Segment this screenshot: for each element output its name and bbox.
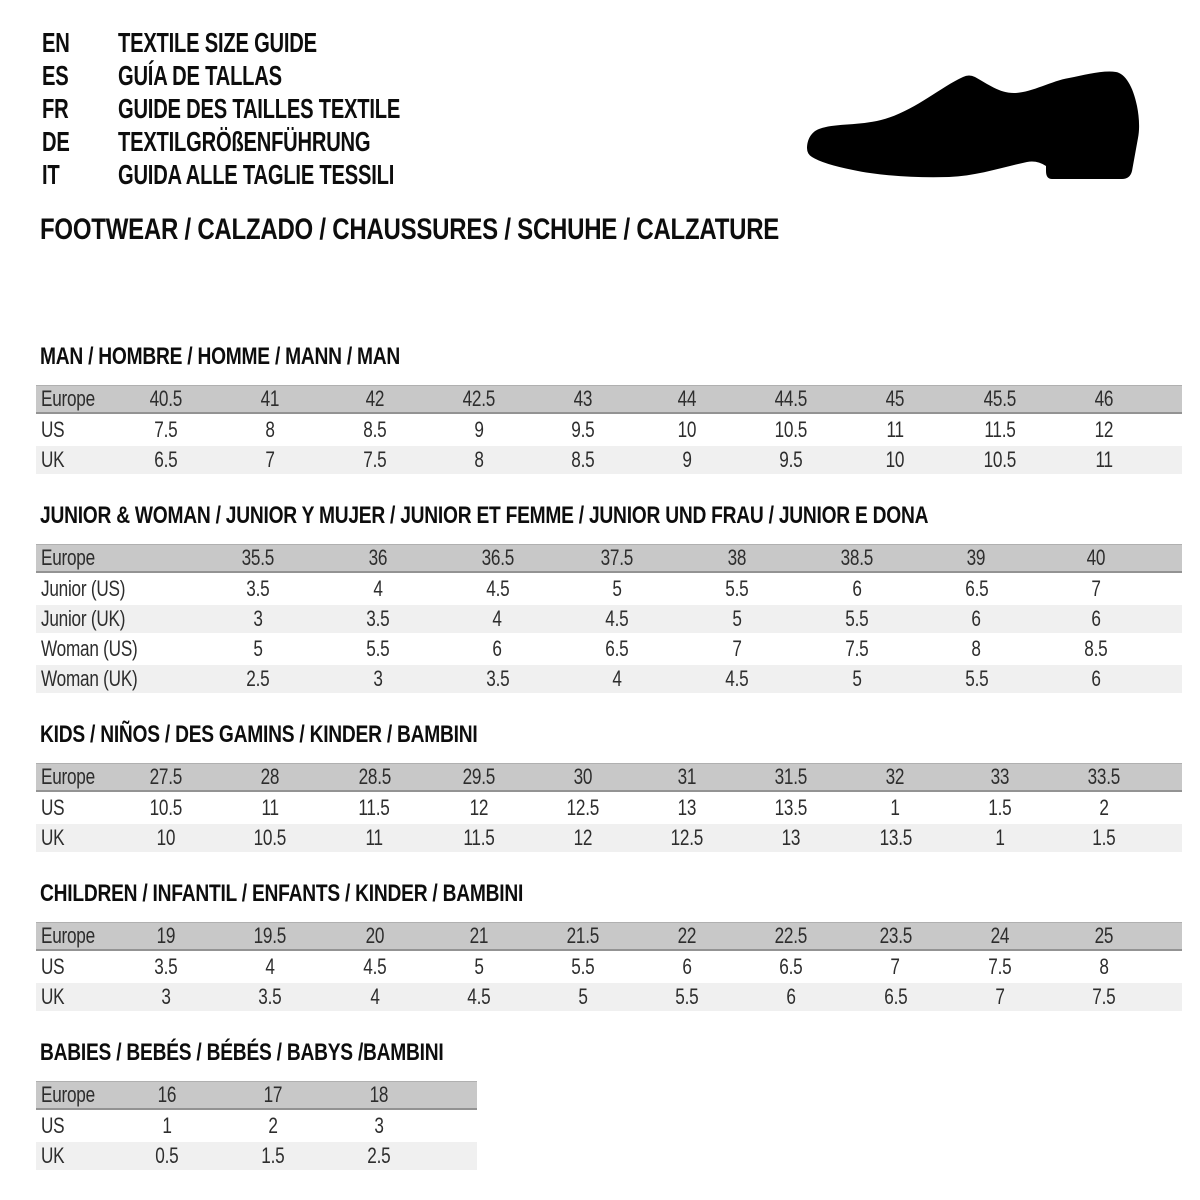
header-row [36, 1081, 477, 1110]
size-value: 3 [318, 665, 438, 693]
size-value: 6.5 [114, 446, 218, 474]
size-value: 12.5 [566, 795, 600, 820]
size-value: 9 [474, 417, 484, 442]
size-value: 1 [890, 795, 901, 820]
language-code: ES [42, 60, 69, 91]
section-title-kids: KIDS / NIÑOS / DES GAMINS / KINDER / BAMBINI [40, 721, 478, 748]
size-value: 8 [427, 446, 531, 474]
size-table-man [36, 383, 1182, 476]
table-row [36, 605, 1182, 633]
size-value: 46 [1052, 385, 1156, 414]
size-value: 25 [1052, 922, 1156, 951]
row-label: Europe [36, 385, 114, 414]
size-value: 9.5 [571, 417, 595, 442]
size-value: 4 [265, 954, 275, 979]
size-value: 11.5 [358, 795, 391, 820]
row-label: US [41, 954, 65, 979]
size-value: 11.5 [427, 824, 531, 852]
size-value: 17 [220, 1081, 326, 1110]
size-value: 6.5 [964, 576, 988, 601]
section-title-man: MAN / HOMBRE / HOMME / MANN / MAN [40, 343, 401, 370]
spacer-cell [1156, 385, 1182, 414]
size-value: 5.5 [797, 605, 917, 633]
size-value: 20 [322, 922, 426, 951]
size-value: 44 [635, 385, 739, 414]
language-label: GUIDA ALLE TAGLIE TESSILI [118, 159, 395, 190]
spacer-cell [1156, 824, 1182, 852]
size-value: 3 [374, 1113, 384, 1138]
language-label: TEXTILE SIZE GUIDE [118, 27, 317, 58]
spacer-cell [1156, 446, 1182, 474]
size-value: 16 [114, 1081, 220, 1110]
table-row [36, 665, 1182, 693]
size-value: 3.5 [246, 576, 270, 601]
language-label: GUIDE DES TAILLES TEXTILE [118, 93, 401, 124]
size-value: 6 [851, 576, 862, 601]
size-value: 5.5 [366, 636, 390, 661]
size-table-children [36, 920, 1182, 1013]
size-value: 7.5 [988, 954, 1012, 979]
row-label: Europe [36, 544, 198, 573]
size-value: 3.5 [318, 605, 438, 633]
row-label: UK [36, 1142, 114, 1170]
spacer-cell [1156, 763, 1182, 792]
size-value: 23.5 [843, 922, 947, 951]
size-value: 13.5 [774, 795, 808, 820]
size-value: 28 [218, 763, 322, 792]
size-value: 21.5 [531, 922, 635, 951]
language-label: GUÍA DE TALLAS [118, 60, 282, 91]
row-label: Woman (UK) [36, 665, 198, 693]
size-value: 28.5 [322, 763, 426, 792]
size-value: 12.5 [635, 824, 739, 852]
size-value: 7.5 [1052, 983, 1156, 1011]
section-title-junior-woman: JUNIOR & WOMAN / JUNIOR Y MUJER / JUNIOR ET FEMME / JUNIOR UND FRAU / JUNIOR E DONA [40, 502, 929, 529]
size-value: 38.5 [797, 544, 917, 573]
language-label: TEXTILGRÖßENFÜHRUNG [118, 126, 371, 157]
size-value: 13 [677, 795, 697, 820]
size-value: 1 [948, 824, 1052, 852]
section-title-children: CHILDREN / INFANTIL / ENFANTS / KINDER / BAMBINI [40, 880, 524, 907]
size-value: 18 [326, 1081, 432, 1110]
size-value: 22.5 [739, 922, 843, 951]
size-section-man [36, 345, 1200, 476]
size-value: 3 [198, 605, 318, 633]
spacer-cell [432, 1142, 477, 1170]
size-value: 5 [797, 665, 917, 693]
spacer-cell [1156, 635, 1182, 663]
size-value: 8.5 [1084, 636, 1108, 661]
size-value: 10.5 [774, 417, 808, 442]
size-value: 8.5 [362, 417, 387, 442]
size-value: 6 [1036, 665, 1156, 693]
size-value: 7 [890, 954, 901, 979]
size-value: 7 [732, 636, 742, 661]
section-title-babies: BABIES / BEBÉS / BÉBÉS / BABYS /BAMBINI [40, 1039, 444, 1066]
size-value: 6.5 [779, 954, 803, 979]
size-value: 12 [531, 824, 635, 852]
table-row [36, 635, 1182, 663]
language-code: EN [42, 27, 70, 58]
size-section-children [36, 882, 1200, 1013]
size-value: 4 [557, 665, 677, 693]
row-label: Junior (US) [41, 576, 126, 601]
size-value: 6 [739, 983, 843, 1011]
size-value: 5 [612, 576, 622, 601]
size-value: 13 [739, 824, 843, 852]
size-value: 7.5 [845, 636, 869, 661]
size-value: 6 [917, 605, 1037, 633]
size-value: 2.5 [326, 1142, 432, 1170]
table-row [36, 1112, 477, 1140]
size-value: 30 [531, 763, 635, 792]
size-table-babies [36, 1079, 477, 1172]
size-value: 40 [1036, 544, 1156, 573]
size-value: 42.5 [427, 385, 531, 414]
row-label: US [41, 1113, 65, 1138]
row-label: Europe [36, 922, 114, 951]
header-row [36, 922, 1182, 951]
size-value: 45.5 [948, 385, 1052, 414]
size-value: 11 [886, 417, 905, 442]
size-value: 36 [318, 544, 438, 573]
spacer-cell [432, 1081, 477, 1110]
size-value: 43 [531, 385, 635, 414]
size-table-kids [36, 761, 1182, 854]
spacer-cell [1156, 953, 1182, 981]
size-value: 5.5 [917, 665, 1037, 693]
spacer-cell [1156, 665, 1182, 693]
size-value: 6 [1036, 605, 1156, 633]
spacer-cell [1156, 575, 1182, 603]
size-value: 5.5 [571, 954, 595, 979]
spacer-cell [432, 1112, 477, 1140]
size-value: 40.5 [114, 385, 218, 414]
row-label: Europe [36, 763, 114, 792]
table-row [36, 416, 1182, 444]
size-value: 37.5 [557, 544, 677, 573]
size-value: 13.5 [843, 824, 947, 852]
size-value: 7.5 [154, 417, 178, 442]
size-value: 7 [218, 446, 322, 474]
row-label: US [41, 417, 65, 442]
size-value: 6 [492, 636, 503, 661]
table-row [36, 575, 1182, 603]
size-value: 4.5 [557, 605, 677, 633]
spacer-cell [1156, 605, 1182, 633]
row-label: UK [36, 824, 114, 852]
spacer-cell [1156, 922, 1182, 951]
size-value: 12 [1094, 417, 1114, 442]
size-value: 5 [474, 954, 484, 979]
size-value: 1.5 [220, 1142, 326, 1170]
size-value: 8 [1099, 954, 1109, 979]
size-value: 0.5 [114, 1142, 220, 1170]
size-value: 10.5 [948, 446, 1052, 474]
size-value: 11.5 [983, 417, 1016, 442]
size-value: 4 [438, 605, 558, 633]
size-value: 33 [948, 763, 1052, 792]
table-row [36, 446, 1182, 474]
size-value: 10 [677, 417, 697, 442]
size-value: 11 [322, 824, 426, 852]
language-code: FR [42, 93, 69, 124]
row-label: Junior (UK) [36, 605, 198, 633]
header-row [36, 544, 1182, 573]
size-value: 2 [1099, 795, 1109, 820]
size-value: 32 [843, 763, 947, 792]
size-value: 3.5 [154, 954, 178, 979]
size-value: 6.5 [843, 983, 947, 1011]
row-label: UK [36, 983, 114, 1011]
size-value: 36.5 [438, 544, 558, 573]
size-section-babies [36, 1041, 1200, 1172]
size-value: 11 [261, 795, 279, 820]
size-value: 4 [372, 576, 383, 601]
spacer-cell [1156, 416, 1182, 444]
category-heading: FOOTWEAR / CALZADO / CHAUSSURES / SCHUHE / CALZATURE [40, 213, 780, 246]
size-value: 39 [917, 544, 1037, 573]
size-value: 4.5 [427, 983, 531, 1011]
size-value: 41 [218, 385, 322, 414]
size-section-kids [36, 723, 1200, 854]
size-value: 38 [677, 544, 797, 573]
size-section-junior-woman [36, 504, 1200, 695]
size-value: 33.5 [1052, 763, 1156, 792]
size-value: 5 [253, 636, 263, 661]
row-label: Woman (US) [41, 636, 138, 661]
size-value: 9 [635, 446, 739, 474]
size-value: 31.5 [739, 763, 843, 792]
row-label: US [41, 795, 65, 820]
size-value: 27.5 [114, 763, 218, 792]
size-value: 1.5 [988, 795, 1012, 820]
size-value: 9.5 [739, 446, 843, 474]
size-value: 8 [971, 636, 982, 661]
language-row-en [42, 26, 1200, 59]
size-value: 4.5 [485, 576, 509, 601]
size-value: 3.5 [438, 665, 558, 693]
header-row [36, 385, 1182, 414]
size-value: 12 [469, 795, 488, 820]
size-table-junior-woman [36, 542, 1182, 695]
size-value: 35.5 [198, 544, 318, 573]
size-value: 8.5 [531, 446, 635, 474]
size-value: 8 [265, 417, 275, 442]
size-value: 3.5 [218, 983, 322, 1011]
size-value: 1.5 [1052, 824, 1156, 852]
size-value: 22 [635, 922, 739, 951]
size-value: 10 [843, 446, 947, 474]
size-value: 24 [948, 922, 1052, 951]
size-value: 10 [114, 824, 218, 852]
size-value: 6.5 [605, 636, 629, 661]
size-tables [36, 345, 1200, 1172]
dress-shoe-icon [805, 70, 1140, 185]
size-value: 42 [322, 385, 426, 414]
spacer-cell [1156, 983, 1182, 1011]
size-value: 29.5 [427, 763, 531, 792]
size-value: 1 [162, 1113, 172, 1138]
table-row [36, 794, 1182, 822]
row-label: UK [36, 446, 114, 474]
size-value: 11 [1052, 446, 1156, 474]
size-value: 4.5 [362, 954, 387, 979]
size-value: 7 [1091, 576, 1101, 601]
size-value: 21 [427, 922, 531, 951]
size-value: 5.5 [725, 576, 749, 601]
size-value: 19 [114, 922, 218, 951]
size-value: 5.5 [635, 983, 739, 1011]
language-code: DE [42, 126, 70, 157]
spacer-cell [1156, 544, 1182, 573]
size-value: 6 [682, 954, 692, 979]
size-value: 4.5 [677, 665, 797, 693]
table-row [36, 824, 1182, 852]
size-value: 2.5 [198, 665, 318, 693]
spacer-cell [1156, 794, 1182, 822]
size-value: 19.5 [218, 922, 322, 951]
size-value: 4 [322, 983, 426, 1011]
size-value: 45 [843, 385, 947, 414]
table-row [36, 1142, 477, 1170]
language-code: IT [42, 159, 60, 190]
size-value: 7 [948, 983, 1052, 1011]
size-value: 5 [677, 605, 797, 633]
size-value: 2 [268, 1113, 278, 1138]
table-row [36, 983, 1182, 1011]
size-value: 7.5 [322, 446, 426, 474]
size-value: 3 [114, 983, 218, 1011]
header-row [36, 763, 1182, 792]
size-value: 5 [531, 983, 635, 1011]
size-value: 44.5 [739, 385, 843, 414]
row-label: Europe [36, 1081, 114, 1110]
table-row [36, 953, 1182, 981]
size-value: 10.5 [149, 795, 183, 820]
size-value: 10.5 [218, 824, 322, 852]
size-value: 31 [635, 763, 739, 792]
